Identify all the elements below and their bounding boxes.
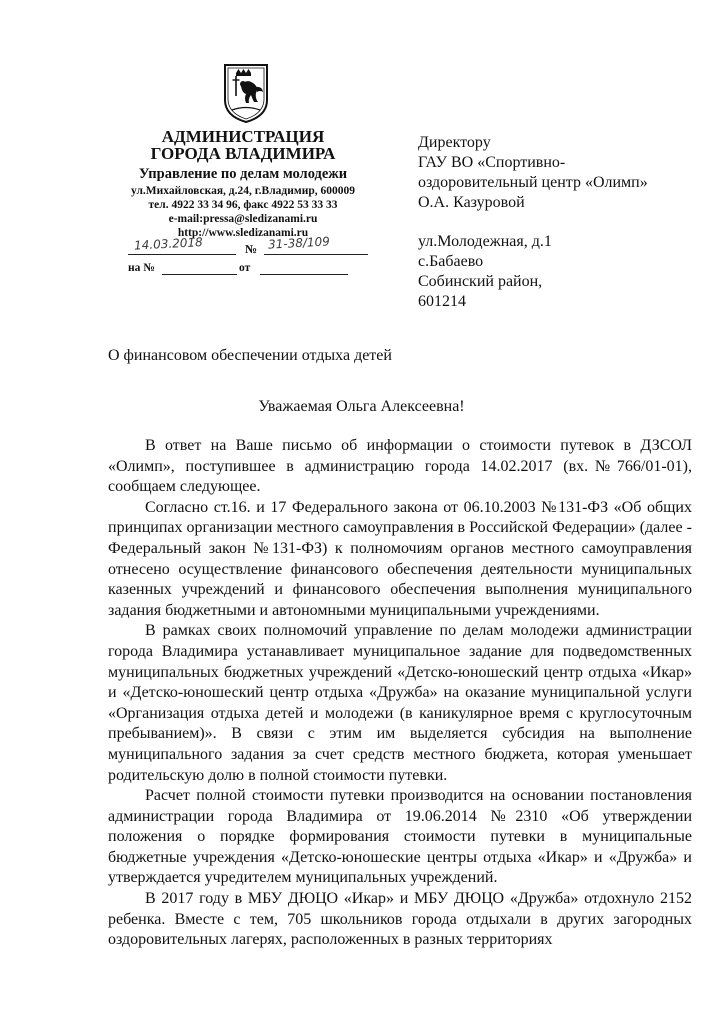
- registration-number-underline: [264, 254, 368, 255]
- recipient-zip: 601214: [418, 293, 466, 310]
- recipient-org-line2: оздоровительный центр «Олимп»: [418, 174, 648, 191]
- sender-email: e-mail:pressa@sledizanami.ru: [168, 213, 318, 225]
- body-paragraph: В ответ на Ваше письмо об информации о стоимости путевок в ДЗСОЛ «Олимп», поступившее в администрацию города 14.02.2017 (вх.№766/01-01), сообщаем следующее.: [108, 437, 692, 496]
- reference-line: [128, 262, 368, 278]
- reference-date-blank: [260, 274, 348, 275]
- body-paragraph: В рамках своих полномочий управление по делам молодежи администрации города Владимира устанавливает муниципальное задание для подведомственных муниципальных бюджетных учреждений «Детско-юношеский центр отдыха «Икар» и «Детско-юношеский центр отдыха «Дружба» на оказание муниципальной услуги «Организация отдыха детей и молодежи (в каникулярное время с круглосуточным пребыванием)». В связи с этим им выделяется субсидия на выполнение муниципального задания за счет средств местного бюджета, которая уменьшает родительскую долю в полной стоимости путевки.: [108, 622, 692, 784]
- registration-line: [128, 236, 378, 260]
- body-paragraph: В 2017 году в МБУ ДЮЦО «Икар» и МБУ ДЮЦО «Дружба» отдохнуло 2152 ребенка. Вместе с тем, 705 школьников города отдыхали в других загородных оздоровительных лагерях, расположенных в разных территориях: [108, 890, 692, 949]
- salutation: Уважаемая Ольга Алексеевна!: [258, 398, 465, 415]
- sender-phones: тел. 4922 33 34 96, факс 4922 53 33 33: [148, 199, 338, 211]
- letter-subject: О финансовом обеспечении отдыха детей: [108, 347, 392, 364]
- recipient-district: Собинский район,: [418, 273, 543, 290]
- recipient-org-line1: ГАУ ВО «Спортивно-: [418, 154, 566, 171]
- sender-address: ул.Михайловская, д.24, г.Владимир, 600009: [131, 185, 355, 197]
- registration-date: 14.03.2018: [133, 235, 204, 253]
- reference-number-blank: [162, 274, 237, 275]
- sender-org-line2: ГОРОДА ВЛАДИМИРА: [150, 144, 336, 163]
- letter-body: [108, 436, 692, 951]
- reference-number-label: на №: [128, 262, 155, 274]
- vladimir-coat-of-arms-icon: [222, 62, 270, 124]
- registration-date-underline: [128, 254, 236, 255]
- sender-department: Управление по делам молодежи: [138, 166, 348, 182]
- sender-website: http://www.sledizanami.ru: [177, 227, 309, 239]
- sender-org-name: [108, 128, 378, 162]
- recipient-street: ул.Молодежная, д.1: [418, 233, 552, 250]
- recipient-title: Директору: [418, 134, 491, 151]
- reference-from-label: от: [239, 262, 251, 274]
- recipient-name: О.А. Казуровой: [418, 194, 525, 211]
- body-paragraph: Расчет полной стоимости путевки производится на основании постановления администрации города Владимира от 19.06.2014 №2310 «Об утверждении положения о порядке формирования стоимости путевки в муниципальные бюджетные учреждения «Детско-юношеские центры отдыха «Икар» и «Дружба» и утверждается учредителем муниципальных учреждений.: [108, 787, 692, 887]
- registration-number-label: №: [245, 242, 258, 256]
- registration-number: 31-38/109: [267, 234, 331, 252]
- recipient-village: с.Бабаево: [418, 253, 484, 270]
- body-paragraph: Согласно ст.16. и 17 Федерального закона от 06.10.2003 №131-ФЗ «Об общих принципах организации местного самоуправления в Российской Федерации» (далее - Федеральный закон №131-ФЗ) к полномочиям органов местного самоуправления отнесено осуществление финансового обеспечения деятельности муниципальных казенных учреждений и финансового обеспечения выполнения муниципального задания бюджетными и автономными муниципальными учреждениями.: [108, 498, 692, 619]
- sender-org-line1: АДМИНИСТРАЦИЯ: [161, 127, 325, 146]
